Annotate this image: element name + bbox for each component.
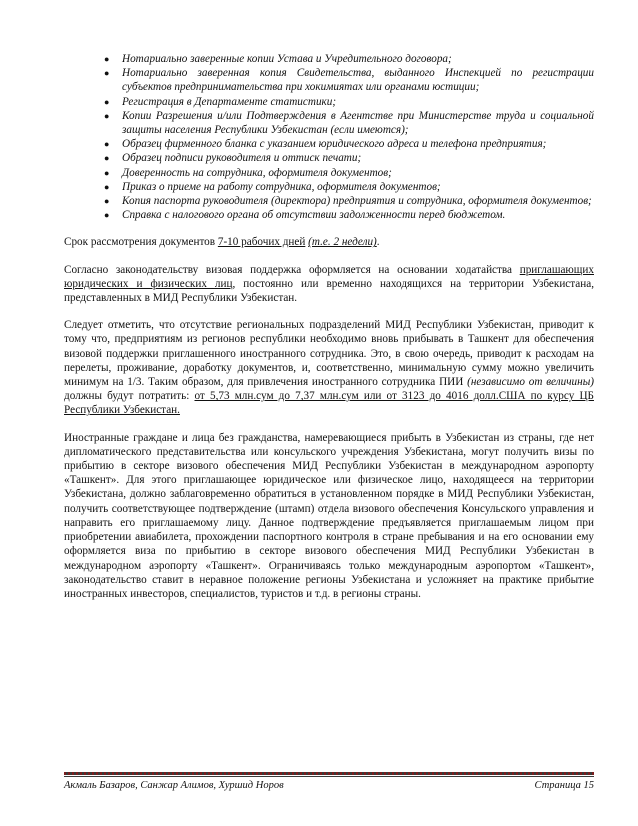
term-days: 7-10 рабочих дней bbox=[217, 236, 306, 249]
regional-offices-paragraph: Следует отметить, что отсутствие региональных подразделений МИД Республики Узбекистан, приводит к тому что, предприятиям из регионов республики необходимо вновь прибывать в Ташкент для обеспечения визовой поддержки приглашенного иностранного сотрудника. Это, в свою очередь, приводит к расходам на перелеты, проживание, доработку документов, и, соответственно, минимальную сумму можно увеличить минимум на 1/3. Таким образом, для привлечения иностранного сотрудника ПИИ (независимо от величины) должны будут потратить: от 5,73 млн.сум до 7,37 млн.сум или от 3123 до 4016 долл.США по курсу ЦБ Республики Узбекистан. bbox=[64, 319, 595, 417]
bullet-icon: ● bbox=[104, 167, 110, 178]
page-footer bbox=[64, 780, 594, 791]
review-term-paragraph: Срок рассмотрения документов 7-10 рабочих дней (т.е. 2 недели). bbox=[64, 236, 380, 249]
visa-on-arrival-paragraph: Иностранные граждане и лица без гражданства, намеревающиеся прибыть в Узбекистан из страны, где нет дипломатического представительства или консульского учреждения Узбекистана, могут получить визы по прибытию в секторе визового обеспечения МИД Республики Узбекистан в международном аэропорту «Ташкент». Для этого приглашающее юридическое или физическое лицо, находящееся на территории Узбекистана, должно заблаговременно обратиться в установленном порядке в МИД Республики Узбекистан, получить соответствующее подтверждение (штамп) отдела визового обеспечения Консульского управления и направить его приглашаемому лицу. Данное подтверждение предъявляется приглашаемым лицом при приобретении авиабилета, прохождении паспортного контроля в стране пребывания и на его основании ему оформляется виза по прибытию в секторе визового обеспечения МИД Республики Узбекистан в международном аэропорту «Ташкент». Ограничиваясь только международным аэропортом «Ташкент», законодательство ставит в неравное положение регионы Узбекистана и усложняет на практике прибытие иностранных инвесторов, специалистов, туристов и т.д. в регионы страны. bbox=[64, 431, 594, 600]
bullet-icon: ● bbox=[104, 68, 110, 79]
cost-range-text: от 5,73 млн.сум до 7,37 млн.сум или от 3123 до 4016 долл.США по курсу ЦБ Республики Узбекистан. bbox=[64, 390, 594, 417]
footer-divider bbox=[64, 772, 594, 775]
list-item: ● Образец подписи руководителя и оттиск печати; bbox=[104, 152, 362, 165]
page-number: Страница 15 bbox=[534, 780, 594, 791]
bullet-icon: ● bbox=[104, 153, 110, 164]
list-item: ● Нотариально заверенная копия Свидетельства, выданного Инспекцией по регистрации субъектов предпринимательства при хокимиятах или органами юстиции; bbox=[104, 67, 594, 94]
list-item: ● Доверенность на сотрудника, оформителя документов; bbox=[104, 166, 392, 179]
bullet-icon: ● bbox=[104, 54, 110, 64]
term-weeks: (т.е. 2 недели) bbox=[308, 236, 377, 249]
footer-divider-thin bbox=[64, 776, 594, 777]
list-item: ● Регистрация в Департаменте статистики; bbox=[104, 95, 337, 108]
list-item: ● Копии Разрешения и/или Подтверждения в Агентстве при Министерстве труда и социальной защиты населения Республики Узбекистан (если имеются); bbox=[104, 109, 594, 137]
bullet-icon: ● bbox=[104, 139, 110, 150]
legislation-paragraph: Согласно законодательству визовая поддержка оформляется на основании ходатайства приглашающих юридических и физических лиц, постоянно или временно находящихся на территории Узбекистана, представленных в МИД Республики Узбекистан. bbox=[64, 263, 595, 305]
list-item: ● Приказ о приеме на работу сотрудника, оформителя документов; bbox=[104, 180, 441, 193]
bullet-icon: ● bbox=[104, 181, 110, 192]
list-item: ● Образец фирменного бланка с указанием юридического адреса и телефона предприятия; bbox=[104, 138, 547, 151]
bullet-icon: ● bbox=[104, 96, 110, 107]
page-content bbox=[64, 52, 594, 614]
requirements-list bbox=[64, 52, 594, 222]
bullet-icon: ● bbox=[104, 110, 110, 121]
size-note: (независимо от величины) bbox=[467, 376, 595, 389]
list-item: ● Копия паспорта руководителя (директора) предприятия и сотрудника, оформителя документов; bbox=[104, 195, 592, 208]
inviting-persons-text: приглашающих юридических и физических лиц bbox=[64, 263, 594, 290]
bullet-icon: ● bbox=[104, 210, 110, 221]
list-item: ● Нотариально заверенные копии Устава и Учредительного договора; bbox=[104, 53, 452, 65]
footer-authors: Акмаль Базаров, Санжар Алимов, Хуршид Норов bbox=[64, 780, 284, 791]
list-item: ● Справка с налогового органа об отсутствии задолженности перед бюджетом. bbox=[104, 209, 506, 222]
bullet-icon: ● bbox=[104, 196, 110, 207]
